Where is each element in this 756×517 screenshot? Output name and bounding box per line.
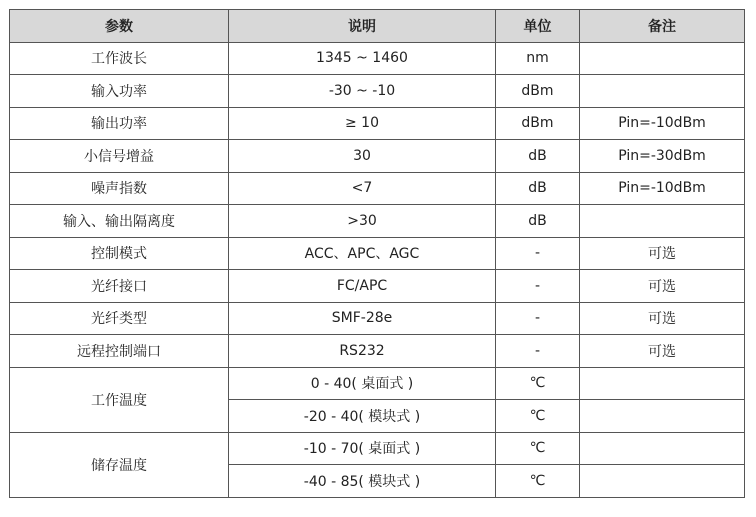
table-row bbox=[10, 237, 745, 270]
desc-cell: ACC、APC、AGC bbox=[229, 237, 496, 270]
unit-cell: - bbox=[496, 270, 580, 303]
desc-cell: -10 - 70( 桌面式 ) bbox=[229, 432, 496, 465]
unit-cell: - bbox=[496, 237, 580, 270]
table-row bbox=[10, 302, 745, 335]
table-row bbox=[10, 205, 745, 238]
note-cell: Pin=-30dBm bbox=[580, 140, 745, 173]
header-unit: 单位 bbox=[496, 10, 580, 43]
param-cell: 远程控制端口 bbox=[10, 335, 229, 368]
unit-cell: dBm bbox=[496, 75, 580, 108]
note-cell: 可选 bbox=[580, 270, 745, 303]
spec-table bbox=[9, 9, 745, 498]
desc-cell: <7 bbox=[229, 172, 496, 205]
param-cell: 控制模式 bbox=[10, 237, 229, 270]
table-row bbox=[10, 432, 745, 465]
note-cell: 可选 bbox=[580, 237, 745, 270]
desc-cell: FC/APC bbox=[229, 270, 496, 303]
unit-cell: dB bbox=[496, 140, 580, 173]
desc-cell: ≥ 10 bbox=[229, 107, 496, 140]
note-cell bbox=[580, 75, 745, 108]
header-param: 参数 bbox=[10, 10, 229, 43]
unit-cell: ℃ bbox=[496, 432, 580, 465]
param-cell-store-temp: 储存温度 bbox=[10, 432, 229, 497]
unit-cell: - bbox=[496, 302, 580, 335]
unit-cell: dBm bbox=[496, 107, 580, 140]
table-row bbox=[10, 172, 745, 205]
unit-cell: ℃ bbox=[496, 367, 580, 400]
table-row bbox=[10, 367, 745, 400]
param-cell: 光纤类型 bbox=[10, 302, 229, 335]
unit-cell: ℃ bbox=[496, 465, 580, 498]
param-cell: 小信号增益 bbox=[10, 140, 229, 173]
param-cell: 输入、输出隔离度 bbox=[10, 205, 229, 238]
note-cell bbox=[580, 42, 745, 75]
param-cell-work-temp: 工作温度 bbox=[10, 367, 229, 432]
table-row bbox=[10, 140, 745, 173]
desc-cell: >30 bbox=[229, 205, 496, 238]
note-cell bbox=[580, 367, 745, 400]
param-cell: 噪声指数 bbox=[10, 172, 229, 205]
unit-cell: nm bbox=[496, 42, 580, 75]
table-row bbox=[10, 42, 745, 75]
table-row bbox=[10, 270, 745, 303]
header-row bbox=[10, 10, 745, 43]
param-cell: 输入功率 bbox=[10, 75, 229, 108]
desc-cell: -30 ~ -10 bbox=[229, 75, 496, 108]
desc-cell: 0 - 40( 桌面式 ) bbox=[229, 367, 496, 400]
header-desc: 说明 bbox=[229, 10, 496, 43]
desc-cell: SMF-28e bbox=[229, 302, 496, 335]
param-cell: 光纤接口 bbox=[10, 270, 229, 303]
table-row bbox=[10, 335, 745, 368]
desc-cell: -20 - 40( 模块式 ) bbox=[229, 400, 496, 433]
table-row bbox=[10, 75, 745, 108]
table-row bbox=[10, 107, 745, 140]
desc-cell: RS232 bbox=[229, 335, 496, 368]
note-cell bbox=[580, 400, 745, 433]
note-cell: 可选 bbox=[580, 302, 745, 335]
param-cell: 工作波长 bbox=[10, 42, 229, 75]
note-cell bbox=[580, 205, 745, 238]
note-cell bbox=[580, 465, 745, 498]
unit-cell: dB bbox=[496, 205, 580, 238]
desc-cell: 1345 ~ 1460 bbox=[229, 42, 496, 75]
header-note: 备注 bbox=[580, 10, 745, 43]
desc-cell: -40 - 85( 模块式 ) bbox=[229, 465, 496, 498]
note-cell: 可选 bbox=[580, 335, 745, 368]
note-cell bbox=[580, 432, 745, 465]
param-cell: 输出功率 bbox=[10, 107, 229, 140]
unit-cell: dB bbox=[496, 172, 580, 205]
note-cell: Pin=-10dBm bbox=[580, 172, 745, 205]
note-cell: Pin=-10dBm bbox=[580, 107, 745, 140]
unit-cell: ℃ bbox=[496, 400, 580, 433]
unit-cell: - bbox=[496, 335, 580, 368]
desc-cell: 30 bbox=[229, 140, 496, 173]
